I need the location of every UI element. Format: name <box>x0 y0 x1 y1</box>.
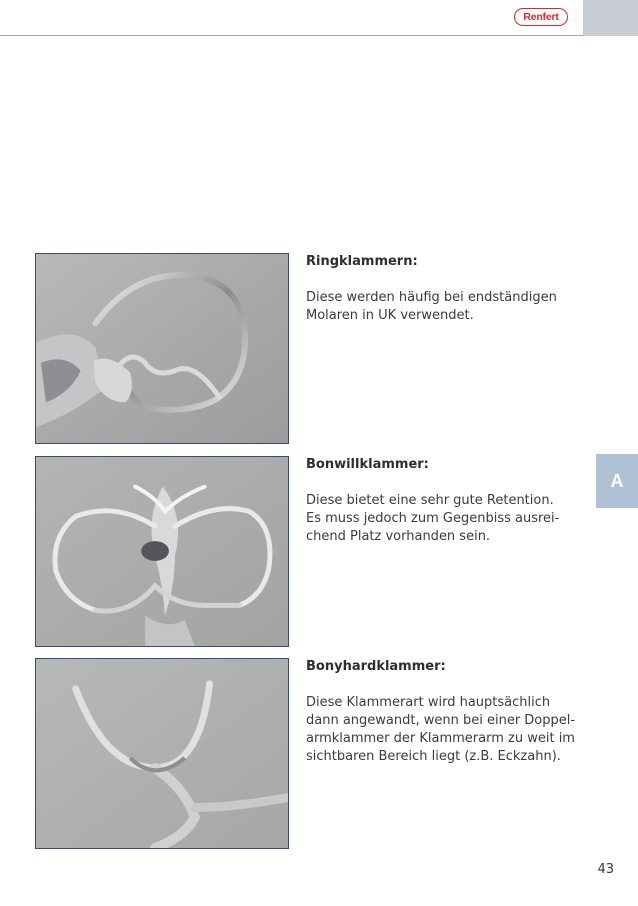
renfert-logo <box>514 8 568 26</box>
bonyhard-clasp-heading: Bonyhardklammer: <box>306 659 446 674</box>
bonwill-clasp-line: Diese bietet eine sehr gute Retention. <box>306 493 554 508</box>
ring-clasp-photo <box>35 253 289 444</box>
bonyhard-clasp-line: sichtbaren Bereich liegt (z.B. Eckzahn). <box>306 749 561 764</box>
bonyhard-clasp-line: Diese Klammerart wird hauptsächlich <box>306 695 551 710</box>
logo-text: Renfert <box>523 10 559 23</box>
bonwill-clasp-heading: Bonwillklammer: <box>306 457 429 472</box>
ring-clasp-line: Diese werden häufig bei endständigen <box>306 290 557 305</box>
bonwill-clasp-photo <box>35 456 289 647</box>
ring-clasp-line: Molaren in UK verwendet. <box>306 308 474 323</box>
section-tab-label: A <box>610 470 624 491</box>
bonwill-clasp-text <box>306 456 591 546</box>
bonwill-clasp-line: Es muss jedoch zum Gegenbiss ausrei- <box>306 511 560 526</box>
bonyhard-clasp-line: dann angewandt, wenn bei einer Doppel- <box>306 713 576 728</box>
header-corner-block <box>583 0 638 36</box>
ring-clasp-text <box>306 253 591 325</box>
page-number: 43 <box>597 862 614 877</box>
ring-clasp-heading: Ringklammern: <box>306 254 418 269</box>
bonwill-clasp-line: chend Platz vorhanden sein. <box>306 529 491 544</box>
header-rule <box>0 35 583 36</box>
bonyhard-clasp-line: armklammer der Klammerarm zu weit im <box>306 731 575 746</box>
section-tab <box>596 454 638 508</box>
bonyhard-clasp-text <box>306 658 591 766</box>
bonyhard-clasp-photo <box>35 658 289 849</box>
